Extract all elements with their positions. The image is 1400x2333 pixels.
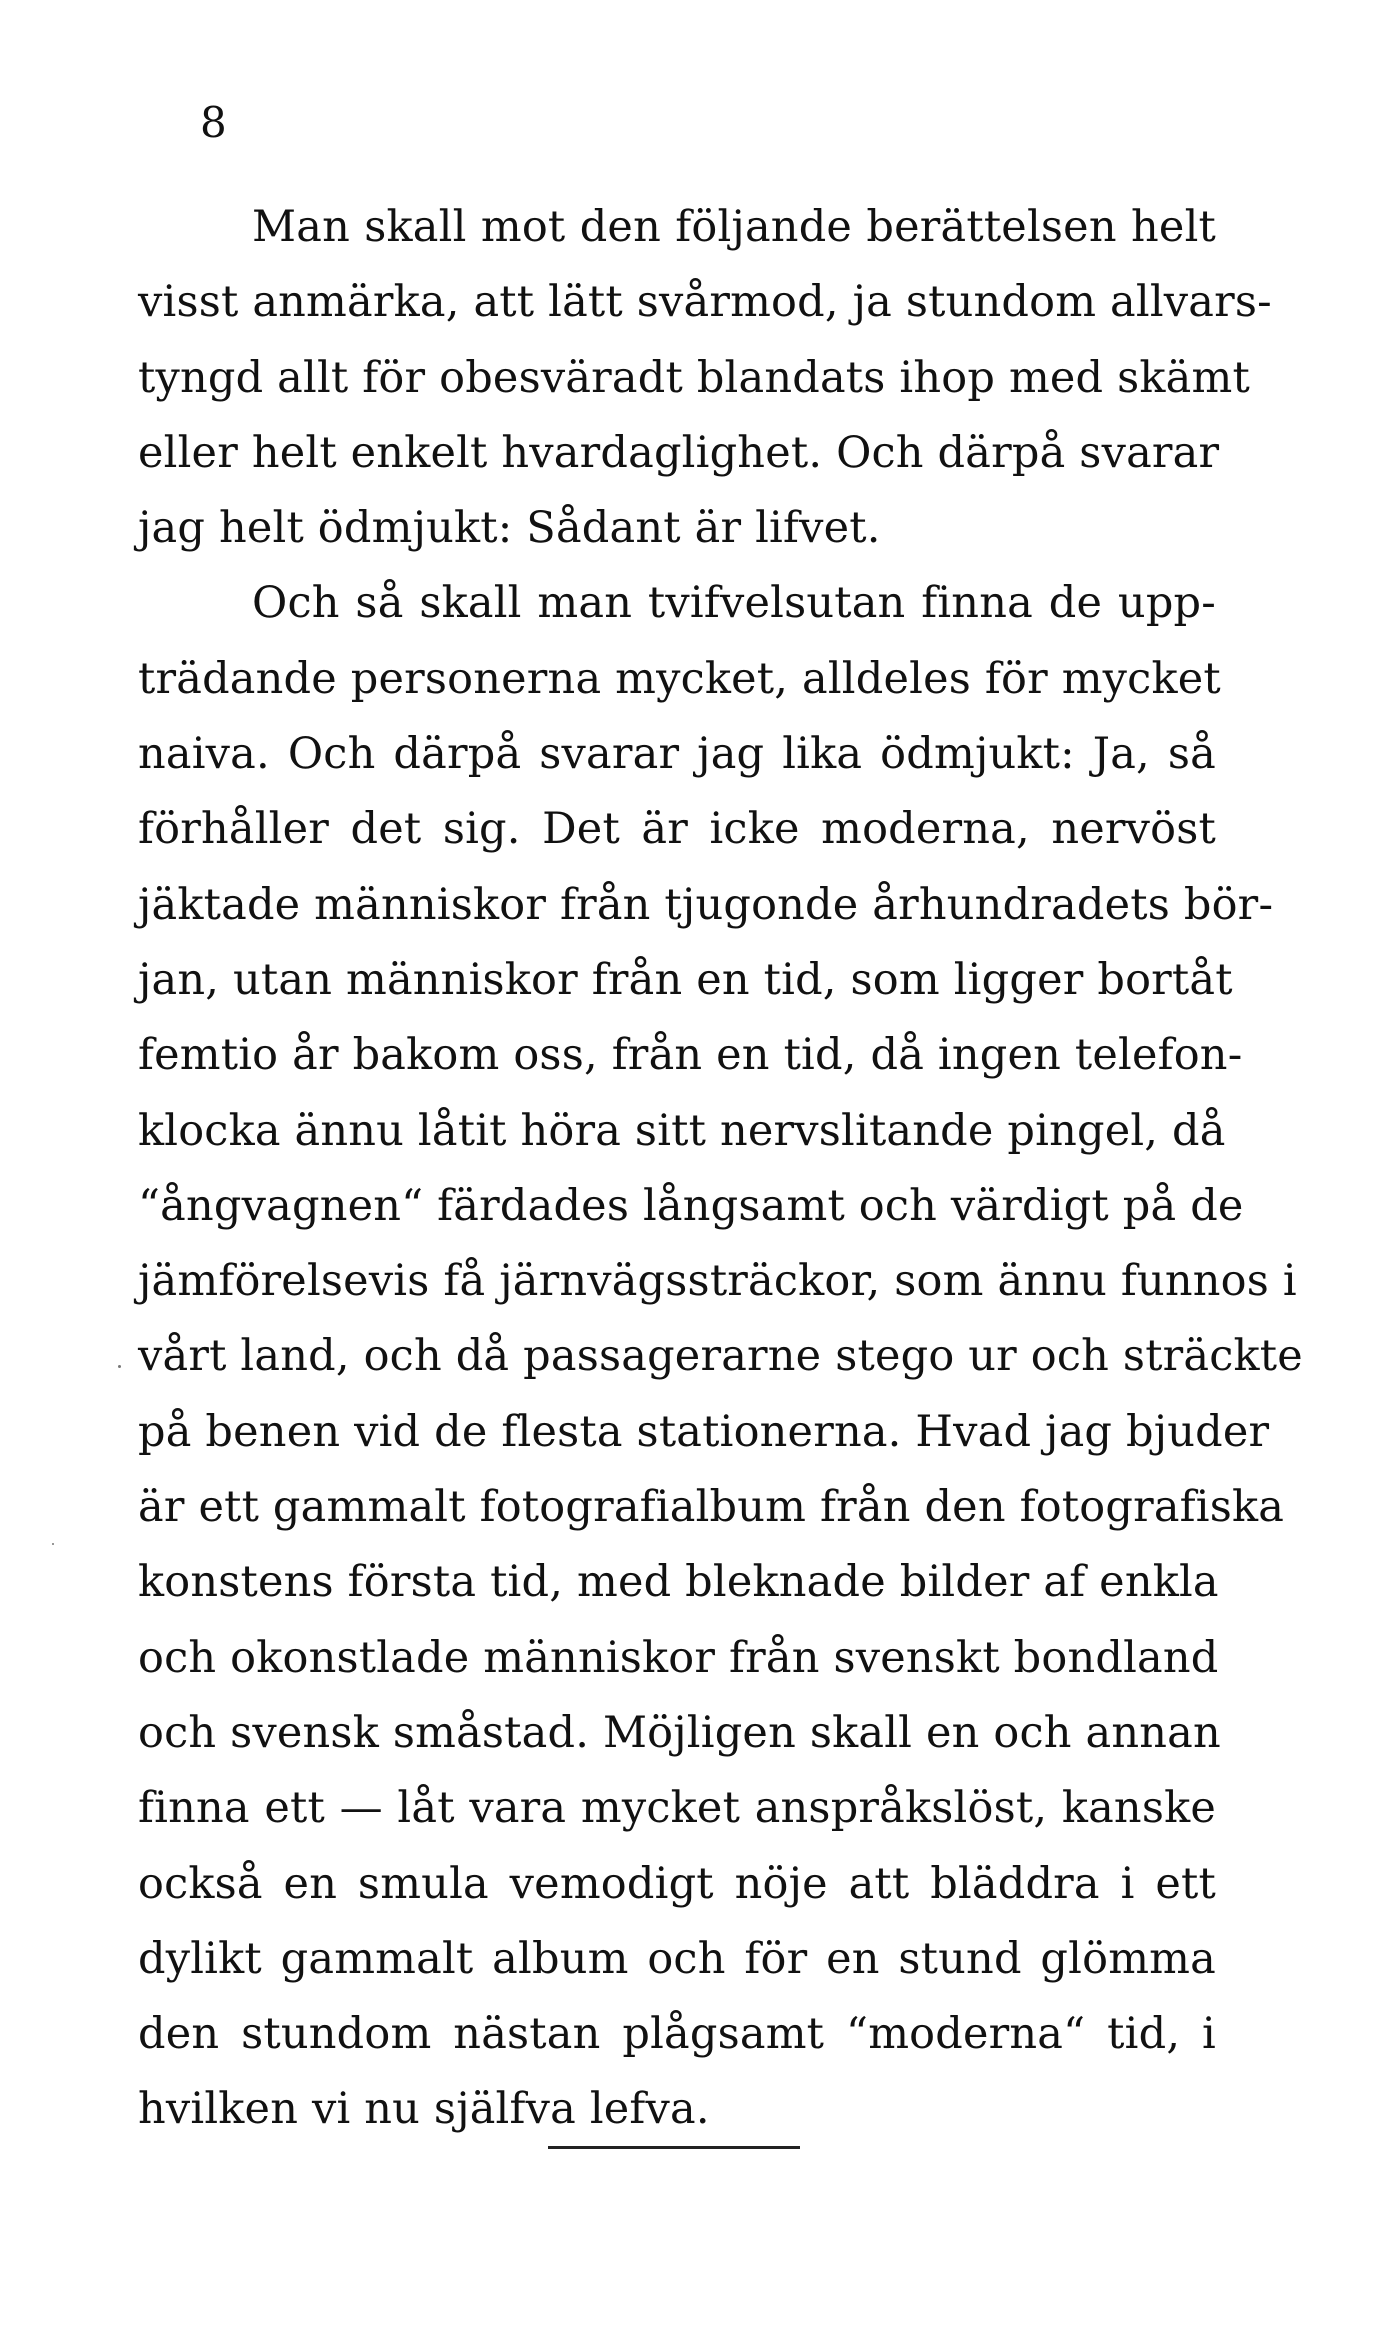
text-line: visst anmärka, att lätt svårmod, ja stundom allvars- [138, 277, 1272, 328]
text-line: på benen vid de flesta stationerna. Hvad jag bjuder [138, 1406, 1270, 1457]
text-line: jag helt ödmjukt: Sådant är lifvet. [138, 503, 881, 554]
text-line: jäktade människor från tjugonde århundradets bör- [138, 879, 1274, 930]
text-line: hvilken vi nu själfva lefva. [138, 2084, 710, 2135]
page-speck [52, 1543, 54, 1545]
text-line: och svensk småstad. Möjligen skall en och annan [138, 1707, 1221, 1758]
page-number: 8 [200, 98, 227, 147]
text-line: Och så skall man tvifvelsutan finna de upp- [252, 578, 1216, 629]
text-line: trädande personerna mycket, alldeles för mycket [138, 653, 1221, 704]
text-line: jämförelsevis få järnvägssträckor, som ännu funnos i [138, 1256, 1297, 1307]
text-line: finna ett — låt vara mycket anspråkslöst, kanske [138, 1783, 1216, 1834]
text-line: naiva. Och därpå svarar jag lika ödmjukt: Ja, så [138, 729, 1216, 780]
text-line: förhåller det sig. Det är icke moderna, nervöst [138, 804, 1216, 855]
text-line: klocka ännu låtit höra sitt nervslitande pingel, då [138, 1105, 1226, 1156]
text-line: eller helt enkelt hvardaglighet. Och därpå svarar [138, 427, 1220, 478]
text-line: konstens första tid, med bleknade bilder af enkla [138, 1557, 1219, 1608]
text-line: och okonstlade människor från svenskt bondland [138, 1632, 1219, 1683]
body-text [138, 190, 1303, 2148]
text-line: också en smula vemodigt nöje att bläddra i ett [138, 1858, 1216, 1909]
page-speck [118, 1365, 121, 1368]
text-line: jan, utan människor från en tid, som ligger bortåt [138, 954, 1233, 1005]
text-line: vårt land, och då passagerarne stego ur och sträckte [138, 1331, 1303, 1382]
text-line: den stundom nästan plågsamt “moderna“ tid, i [138, 2009, 1216, 2060]
text-line: dylikt gammalt album och för en stund glömma [138, 1933, 1216, 1984]
text-line: Man skall mot den följande berättelsen helt [252, 202, 1216, 252]
text-line: “ångvagnen“ färdades långsamt och värdigt på de [138, 1180, 1244, 1231]
text-line: tyngd allt för obesväradt blandats ihop med skämt [138, 352, 1250, 403]
section-divider [548, 2146, 800, 2149]
text-line: är ett gammalt fotografialbum från den fotografiska [138, 1482, 1285, 1533]
text-line: femtio år bakom oss, från en tid, då ingen telefon- [138, 1030, 1243, 1081]
